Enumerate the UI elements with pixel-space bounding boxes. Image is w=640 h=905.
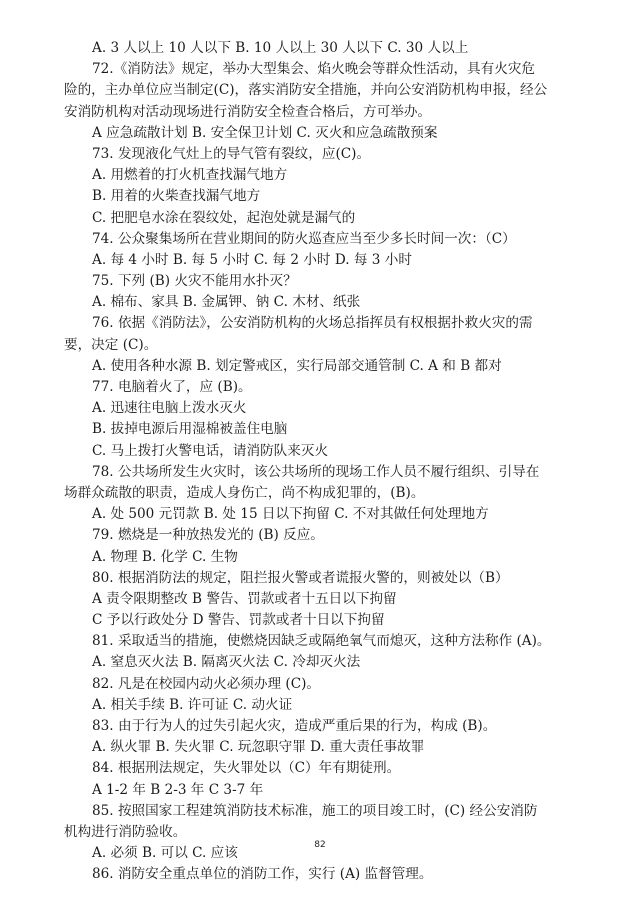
option-line: A 责令限期整改 B 警告、罚款或者十五日以下拘留: [92, 590, 397, 607]
question-75: 75. 下列 (B) 火灾不能用水扑灭？: [92, 273, 297, 290]
question-79: 79. 燃烧是一种放热发光的 (B) 反应。: [92, 527, 324, 544]
option-line: B. 用着的火柴查找漏气地方: [92, 188, 261, 205]
question-82: 82. 凡是在校园内动火必须办理 (C)。: [92, 675, 320, 692]
text-line: 安消防机构对活动现场进行消防安全检查合格后，方可举办。: [64, 103, 432, 120]
question-80: 80. 根据消防法的规定，阻拦报火警或者谎报火警的，则被处以（B）: [92, 569, 509, 586]
text-line: 要，决定 (C)。: [64, 336, 158, 353]
options-line: A. 每 4 小时 B. 每 5 小时 C. 每 2 小时 D. 每 3 小时: [92, 251, 412, 268]
options-line: A. 窒息灭火法 B. 隔离灭火法 C. 冷却灭火法: [92, 654, 361, 671]
options-line: A. 物理 B. 化学 C. 生物: [92, 548, 238, 565]
text-line: 机构进行消防验收。: [64, 823, 187, 840]
question-85: 85. 按照国家工程建筑消防技术标准，施工的项目竣工时，(C) 经公安消防: [92, 802, 538, 819]
question-84: 84. 根据刑法规定，失火罪处以（C）年有期徒刑。: [92, 760, 401, 777]
text-line: A. 3 人以上 10 人以下 B. 10 人以上 30 人以下 C. 30 人以上: [92, 40, 469, 56]
options-line: A. 棉布、家具 B. 金属钾、钠 C. 木材、纸张: [92, 294, 361, 311]
option-line: C. 把肥皂水涂在裂纹处，起泡处就是漏气的: [92, 209, 356, 226]
option-line: C 予以行政处分 D 警告、罚款或者十日以下拘留: [92, 612, 385, 629]
text-line: 场群众疏散的职责，造成人身伤亡，尚不构成犯罪的，(B)。: [64, 484, 425, 501]
question-76: 76. 依据《消防法》，公安消防机构的火场总指挥员有权根据扑救火灾的需: [92, 315, 533, 332]
question-86: 86. 消防安全重点单位的消防工作，实行 (A) 监督管理。: [92, 866, 433, 883]
options-line: A 1-2 年 B 2-3 年 C 3-7 年: [92, 781, 264, 798]
option-line: A. 用燃着的打火机查找漏气地方: [92, 167, 288, 184]
options-line: A. 相关手续 B. 许可证 C. 动火证: [92, 696, 293, 713]
option-line: A. 迅速往电脑上泼水灭火: [92, 400, 247, 417]
options-line: A. 使用各种水源 B. 划定警戒区，实行局部交通管制 C. A 和 B 都对: [92, 357, 502, 374]
question-77: 77. 电脑着火了，应 (B)。: [92, 379, 252, 395]
question-81: 81. 采取适当的措施，使燃烧因缺乏或隔绝氧气而熄灭，这种方法称作 (A)。: [92, 633, 551, 650]
options-line: A 应急疏散计划 B. 安全保卫计划 C. 灭火和应急疏散预案: [92, 124, 438, 141]
options-line: A. 纵火罪 B. 失火罪 C. 玩忽职守罪 D. 重大责任事故罪: [92, 739, 425, 756]
option-line: B. 拔掉电源后用湿棉被盖住电脑: [92, 421, 288, 438]
question-83: 83. 由于行为人的过失引起火灾，造成严重后果的行为，构成 (B)。: [92, 718, 497, 734]
options-line: A. 必须 B. 可以 C. 应该: [92, 845, 238, 862]
question-78: 78. 公共场所发生火灾时，该公共场所的现场工作人员不履行组织、引导在: [92, 463, 540, 480]
option-line: C. 马上拨打火警电话，请消防队来灭火: [92, 442, 329, 459]
text-line: 险的，主办单位应当制定(C)，落实消防安全措施，并向公安消防机构申报，经公: [64, 82, 548, 99]
question-74: 74. 公众聚集场所在营业期间的防火巡查应当至少多长时间一次：（C）: [92, 230, 516, 247]
question-72: 72.《消防法》规定，举办大型集会、焰火晚会等群众性活动，具有火灾危: [92, 61, 536, 78]
question-73: 73. 发现液化气灶上的导气管有裂纹，应(C)。: [92, 145, 371, 162]
options-line: A. 处 500 元罚款 B. 处 15 日以下拘留 C. 不对其做任何处理地方: [92, 506, 489, 523]
page-number: 82: [314, 840, 326, 850]
